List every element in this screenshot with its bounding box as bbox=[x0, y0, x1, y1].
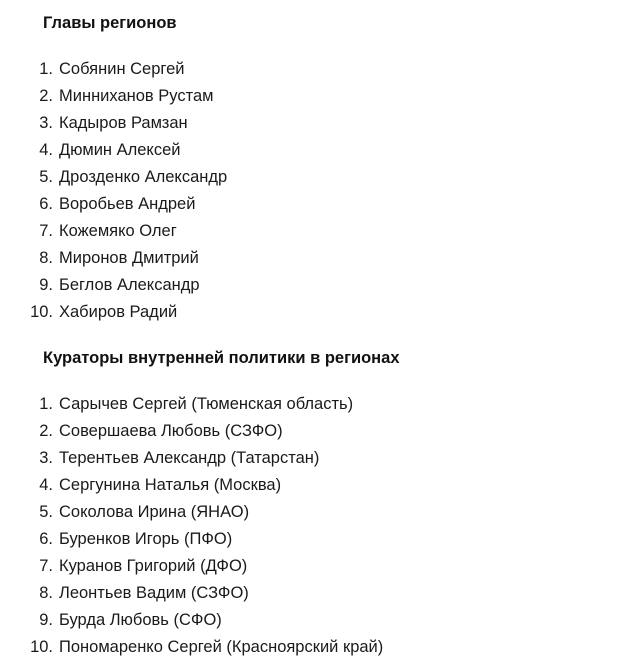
list-item-name: Кадыров Рамзан bbox=[59, 114, 188, 132]
list-item-number: 9. bbox=[39, 611, 53, 629]
list-item-number: 4. bbox=[39, 141, 53, 159]
list-item-name: Дюмин Алексей bbox=[59, 141, 181, 159]
list-item-name: Дрозденко Александр bbox=[59, 168, 228, 186]
list-item-name: Совершаева Любовь (СЗФО) bbox=[59, 422, 283, 440]
list-item-number: 3. bbox=[39, 114, 53, 132]
list-item-number: 2. bbox=[39, 422, 53, 440]
list-item-name: Хабиров Радий bbox=[59, 303, 178, 321]
list-item-name: Сарычев Сергей (Тюменская область) bbox=[59, 395, 354, 413]
list-item-number: 3. bbox=[39, 449, 53, 467]
list-item-number: 10. bbox=[30, 638, 53, 656]
list-item-number: 2. bbox=[39, 87, 53, 105]
list-item-name: Миронов Дмитрий bbox=[59, 249, 199, 267]
list-item-number: 5. bbox=[39, 503, 53, 521]
list-item-name: Минниханов Рустам bbox=[59, 87, 214, 105]
list-item-number: 7. bbox=[39, 557, 53, 575]
list-item-number: 1. bbox=[39, 60, 53, 78]
list-item-number: 4. bbox=[39, 476, 53, 494]
list-item-name: Кожемяко Олег bbox=[59, 222, 177, 240]
list-item-number: 1. bbox=[39, 395, 53, 413]
list-item-number: 6. bbox=[39, 530, 53, 548]
section-title-regional-heads: Главы регионов bbox=[43, 14, 177, 32]
section-title-policy-curators: Кураторы внутренней политики в регионах bbox=[43, 349, 400, 367]
list-item-name: Соколова Ирина (ЯНАО) bbox=[59, 503, 250, 521]
list-item-name: Куранов Григорий (ДФО) bbox=[59, 557, 248, 575]
list-item-name: Сергунина Наталья (Москва) bbox=[59, 476, 282, 494]
list-item-name: Бурда Любовь (СФО) bbox=[59, 611, 222, 629]
list-item-name: Буренков Игорь (ПФО) bbox=[59, 530, 233, 548]
list-item-name: Беглов Александр bbox=[59, 276, 200, 294]
list-item-number: 5. bbox=[39, 168, 53, 186]
list-item-name: Леонтьев Вадим (СЗФО) bbox=[59, 584, 249, 602]
list-item-name: Собянин Сергей bbox=[59, 60, 185, 78]
list-item-name: Пономаренко Сергей (Красноярский край) bbox=[59, 638, 384, 656]
list-item-name: Терентьев Александр (Татарстан) bbox=[59, 449, 320, 467]
list-item-number: 8. bbox=[39, 249, 53, 267]
list-item-number: 6. bbox=[39, 195, 53, 213]
list-item-name: Воробьев Андрей bbox=[59, 195, 196, 213]
list-item-number: 8. bbox=[39, 584, 53, 602]
list-item-number: 10. bbox=[30, 303, 53, 321]
list-item-number: 7. bbox=[39, 222, 53, 240]
list-item-number: 9. bbox=[39, 276, 53, 294]
